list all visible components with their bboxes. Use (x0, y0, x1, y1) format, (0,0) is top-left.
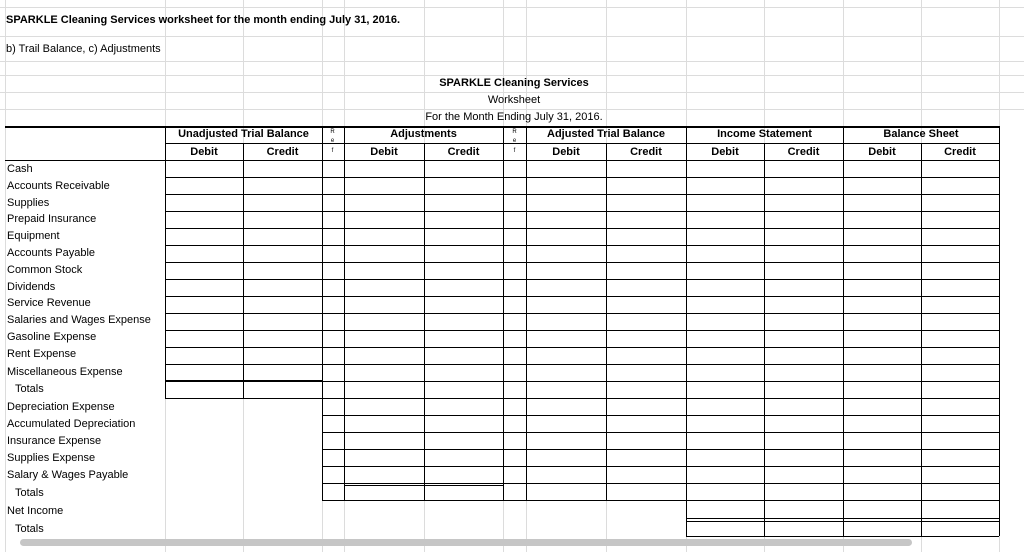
column-line (503, 160, 504, 398)
row-line (344, 485, 503, 486)
column-line (764, 160, 765, 398)
debit-header: Debit (552, 146, 580, 158)
header-balance-sheet: Balance Sheet (883, 128, 959, 140)
column-line (165, 160, 166, 398)
row-line (165, 380, 322, 381)
row-line (165, 279, 999, 280)
worksheet-name: Worksheet (487, 94, 541, 106)
column-line (424, 160, 425, 398)
column-line (921, 398, 922, 500)
totals-label: Totals (15, 383, 44, 395)
debit-header: Debit (711, 146, 739, 158)
row-line (165, 347, 999, 348)
horizontal-scrollbar[interactable] (20, 539, 912, 546)
account-label: Common Stock (7, 264, 83, 276)
column-line (921, 500, 922, 536)
column-line (686, 398, 687, 500)
debit-header: Debit (370, 146, 398, 158)
column-line (686, 160, 687, 398)
debit-header: Debit (190, 146, 218, 158)
credit-header: Credit (447, 146, 480, 158)
row-line (165, 160, 999, 161)
row-line (165, 313, 999, 314)
row-line (165, 211, 999, 212)
account-label: Gasoline Expense (7, 331, 97, 343)
account-label: Insurance Expense (7, 435, 102, 447)
account-label: Salaries and Wages Expense (7, 314, 151, 326)
row-line (165, 381, 999, 382)
net-income-label: Net Income (7, 505, 64, 517)
row-line (165, 177, 999, 178)
header-adjustments: Adjustments (390, 128, 457, 140)
column-line (526, 398, 527, 500)
account-label: Accumulated Depreciation (7, 418, 136, 430)
account-label: Supplies Expense (7, 452, 96, 464)
column-line (999, 398, 1000, 500)
column-line (606, 160, 607, 398)
row-line (165, 296, 999, 297)
column-line (999, 160, 1000, 398)
debit-header: Debit (868, 146, 896, 158)
credit-header: Credit (944, 146, 976, 158)
row-line (165, 262, 999, 263)
sheet-subtitle: b) Trail Balance, c) Adjustments (6, 43, 161, 55)
column-line (526, 160, 527, 398)
account-label: Supplies (7, 197, 50, 209)
column-line (322, 160, 323, 398)
column-line (686, 500, 687, 536)
column-line (921, 160, 922, 398)
header-adjusted-trial-balance: Adjusted Trial Balance (547, 128, 665, 140)
credit-header: Credit (266, 146, 299, 158)
row-line (686, 536, 999, 537)
column-line (503, 398, 504, 500)
row-line (686, 521, 999, 522)
account-label: Dividends (7, 281, 56, 293)
column-line (843, 398, 844, 500)
account-label: Cash (7, 163, 33, 175)
totals-label: Totals (15, 487, 44, 499)
account-label: Salary & Wages Payable (7, 469, 129, 481)
header-income-statement: Income Statement (717, 128, 812, 140)
worksheet-period: For the Month Ending July 31, 2016. (425, 111, 603, 123)
column-line (243, 160, 244, 398)
account-label: Service Revenue (7, 297, 91, 309)
column-line (999, 500, 1000, 536)
account-label: Depreciation Expense (7, 401, 115, 413)
header-unadjusted-trial-balance: Unadjusted Trial Balance (178, 128, 309, 140)
totals-label: Totals (15, 523, 44, 535)
column-line (764, 500, 765, 536)
sheet-title: SPARKLE Cleaning Services worksheet for the month ending July 31, 2016. (6, 14, 401, 26)
company-name: SPARKLE Cleaning Services (439, 77, 589, 89)
account-label: Accounts Payable (7, 247, 96, 259)
account-label: Prepaid Insurance (7, 213, 97, 225)
column-line (322, 398, 323, 500)
column-line (843, 160, 844, 398)
column-line (606, 398, 607, 500)
account-label: Accounts Receivable (7, 180, 110, 192)
row-line (165, 228, 999, 229)
credit-header: Credit (787, 146, 820, 158)
row-line (165, 245, 999, 246)
account-label: Rent Expense (7, 348, 77, 360)
row-line (165, 364, 999, 365)
credit-header: Credit (630, 146, 662, 158)
row-line (165, 194, 999, 195)
column-line (843, 500, 844, 536)
row-line (165, 330, 999, 331)
account-label: Equipment (7, 230, 60, 242)
column-line (344, 160, 345, 398)
column-line (764, 398, 765, 500)
account-label: Miscellaneous Expense (7, 366, 123, 378)
